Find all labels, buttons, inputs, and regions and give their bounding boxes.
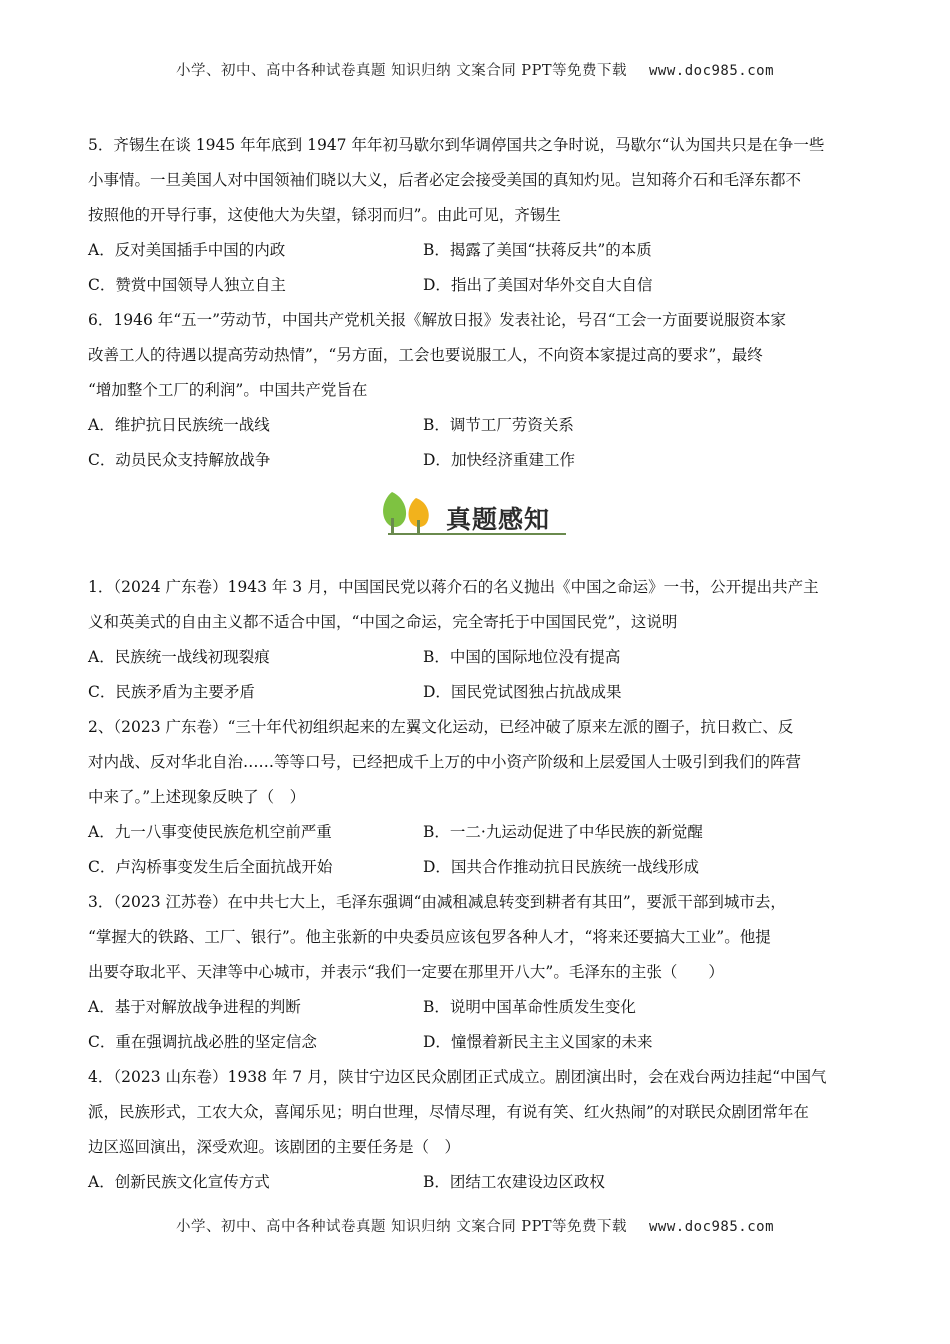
question-text-line: 边区巡回演出，深受欢迎。该剧团的主要任务是（ ） xyxy=(88,1138,461,1156)
option-letter: A． xyxy=(88,416,115,434)
option-text: 调节工厂劳资关系 xyxy=(449,416,574,434)
option-letter: B． xyxy=(423,823,450,841)
question-text-line: “增加整个工厂的利润”。中国共产党旨在 xyxy=(88,381,368,399)
option-letter: B． xyxy=(423,416,450,434)
option-d[interactable] xyxy=(423,268,652,303)
option-text: 加快经济重建工作 xyxy=(450,451,575,469)
options-row xyxy=(88,990,866,1025)
option-letter: C． xyxy=(88,451,116,469)
header-url[interactable]: www.doc985.com xyxy=(649,63,775,79)
option-a[interactable] xyxy=(88,815,423,850)
option-b[interactable] xyxy=(423,233,652,268)
option-text: 国共合作推动抗日民族统一战线形成 xyxy=(450,858,699,876)
question-text-line: 中来了。”上述现象反映了（ ） xyxy=(88,788,306,806)
question-text-line: 2、（2023 广东卷）“三十年代初组织起来的左翼文化运动，已经冲破了原来左派的圈子，抗日救亡、反 xyxy=(88,718,794,736)
question-text-line: 出要夺取北平、天津等中心城市，并表示“我们一定要在那里开八大”。毛泽东的主张（ ） xyxy=(88,963,724,981)
question-text-line: 派，民族形式，工农大众，喜闻乐见；明白世理，尽情尽理，有说有笑、红火热闹”的对联民众剧团常年在 xyxy=(88,1103,809,1121)
option-text: 团结工农建设边区政权 xyxy=(449,1173,605,1191)
option-text: 中国的国际地位没有提高 xyxy=(449,648,621,666)
options-row xyxy=(88,408,866,443)
options-row xyxy=(88,675,866,710)
section-title: 真题感知 xyxy=(446,505,551,534)
option-text: 揭露了美国“扶蒋反共”的本质 xyxy=(449,241,652,259)
option-a[interactable] xyxy=(88,990,423,1025)
question-text-line: “掌握大的铁路、工厂、银行”。他主张新的中央委员应该包罗各种人才，“将来还要搞大工业”。他提 xyxy=(88,928,771,946)
question-text-line: 6．1946 年“五一”劳动节，中国共产党机关报《解放日报》发表社论，号召“工会一方面要说服资本家 xyxy=(88,311,787,329)
option-text: 反对美国插手中国的内政 xyxy=(114,241,286,259)
tree-icon xyxy=(378,488,448,548)
option-c[interactable] xyxy=(88,443,423,478)
option-text: 维护抗日民族统一战线 xyxy=(114,416,270,434)
option-letter: B． xyxy=(423,648,450,666)
question-text-line: 按照他的开导行事，这使他大为失望，铩羽而归”。由此可见，齐锡生 xyxy=(88,206,561,224)
option-letter: A． xyxy=(88,241,115,259)
option-text: 指出了美国对华外交自大自信 xyxy=(450,276,653,294)
option-a[interactable] xyxy=(88,233,423,268)
question-2 xyxy=(88,710,866,885)
option-b[interactable] xyxy=(423,1165,605,1200)
question-text-line: 3．（2023 江苏卷）在中共七大上，毛泽东强调“由减租减息转变到耕者有其田”，要派干部到城市去， xyxy=(88,893,786,911)
option-letter: D． xyxy=(423,683,451,701)
option-letter: D． xyxy=(423,1033,451,1051)
option-b[interactable] xyxy=(423,640,620,675)
option-text: 九一八事变使民族危机空前严重 xyxy=(114,823,332,841)
option-text: 基于对解放战争进程的判断 xyxy=(114,998,301,1016)
header-text: 小学、初中、高中各种试卷真题 知识归纳 文案合同 PPT等免费下载 xyxy=(175,63,627,79)
option-text: 赞赏中国领导人独立自主 xyxy=(115,276,286,294)
option-letter: D． xyxy=(423,451,451,469)
footer-url[interactable]: www.doc985.com xyxy=(649,1219,775,1235)
options-row xyxy=(88,815,866,850)
option-b[interactable] xyxy=(423,990,636,1025)
option-b[interactable] xyxy=(423,815,703,850)
question-text-line: 5．齐锡生在谈 1945 年年底到 1947 年年初马歇尔到华调停国共之争时说，马歇尔“认为国共只是在争一些 xyxy=(88,136,825,154)
question-text-line: 1．（2024 广东卷）1943 年 3 月，中国国民党以蒋介石的名义抛出《中国之命运》一书，公开提出共产主 xyxy=(88,578,819,596)
option-c[interactable] xyxy=(88,850,423,885)
options-row xyxy=(88,1165,866,1200)
option-letter: A． xyxy=(88,823,115,841)
option-text: 卢沟桥事变发生后全面抗战开始 xyxy=(115,858,333,876)
options-row xyxy=(88,640,866,675)
option-letter: D． xyxy=(423,276,451,294)
option-text: 重在强调抗战必胜的坚定信念 xyxy=(115,1033,317,1051)
option-letter: C． xyxy=(88,858,116,876)
option-letter: D． xyxy=(423,858,451,876)
option-a[interactable] xyxy=(88,640,423,675)
question-text-line: 改善工人的待遇以提高劳动热情”，“另方面，工会也要说服工人，不向资本家提过高的要求”，最终 xyxy=(88,346,763,364)
question-text-line: 小事情。一旦美国人对中国领袖们晓以大义，后者必定会接受美国的真知灼见。岂知蒋介石和毛泽东都不 xyxy=(88,171,802,189)
options-row xyxy=(88,233,866,268)
options-row xyxy=(88,1025,866,1060)
page-header xyxy=(0,59,950,80)
option-letter: B． xyxy=(423,998,450,1016)
question-text-line: 4．（2023 山东卷）1938 年 7 月，陕甘宁边区民众剧团正式成立。剧团演出时，会在戏台两边挂起“中国气 xyxy=(88,1068,827,1086)
options-row xyxy=(88,443,866,478)
option-text: 民族统一战线初现裂痕 xyxy=(114,648,270,666)
option-text: 民族矛盾为主要矛盾 xyxy=(115,683,255,701)
option-a[interactable] xyxy=(88,408,423,443)
option-c[interactable] xyxy=(88,675,423,710)
option-letter: A． xyxy=(88,998,115,1016)
question-4 xyxy=(88,1060,866,1200)
banner-inner xyxy=(378,488,573,560)
option-c[interactable] xyxy=(88,1025,423,1060)
option-c[interactable] xyxy=(88,268,423,303)
option-a[interactable] xyxy=(88,1165,423,1200)
option-d[interactable] xyxy=(423,675,621,710)
option-letter: B． xyxy=(423,241,450,259)
section-banner xyxy=(88,484,866,566)
option-text: 说明中国革命性质发生变化 xyxy=(449,998,636,1016)
option-letter: C． xyxy=(88,683,116,701)
options-row xyxy=(88,850,866,885)
page-footer xyxy=(0,1215,950,1236)
option-d[interactable] xyxy=(423,1025,652,1060)
question-6 xyxy=(88,303,866,478)
option-letter: C． xyxy=(88,1033,116,1051)
option-d[interactable] xyxy=(423,850,699,885)
option-text: 一二·九运动促进了中华民族的新觉醒 xyxy=(449,823,703,841)
option-text: 憧憬着新民主主义国家的未来 xyxy=(450,1033,653,1051)
page-content xyxy=(88,128,866,1200)
option-text: 创新民族文化宣传方式 xyxy=(114,1173,270,1191)
question-3 xyxy=(88,885,866,1060)
option-letter: A． xyxy=(88,1173,115,1191)
option-text: 动员民众支持解放战争 xyxy=(115,451,271,469)
option-d[interactable] xyxy=(423,443,575,478)
question-text-line: 义和英美式的自由主义都不适合中国，“中国之命运，完全寄托于中国国民党”，这说明 xyxy=(88,613,678,631)
option-letter: B． xyxy=(423,1173,450,1191)
options-row xyxy=(88,268,866,303)
footer-text: 小学、初中、高中各种试卷真题 知识归纳 文案合同 PPT等免费下载 xyxy=(175,1219,627,1235)
option-letter: A． xyxy=(88,648,115,666)
option-letter: C． xyxy=(88,276,116,294)
option-b[interactable] xyxy=(423,408,574,443)
question-5 xyxy=(88,128,866,303)
question-1 xyxy=(88,570,866,710)
option-text: 国民党试图独占抗战成果 xyxy=(450,683,622,701)
question-text-line: 对内战、反对华北自治……等等口号，已经把成千上万的中小资产阶级和上层爱国人士吸引到我们的阵营 xyxy=(88,753,802,771)
